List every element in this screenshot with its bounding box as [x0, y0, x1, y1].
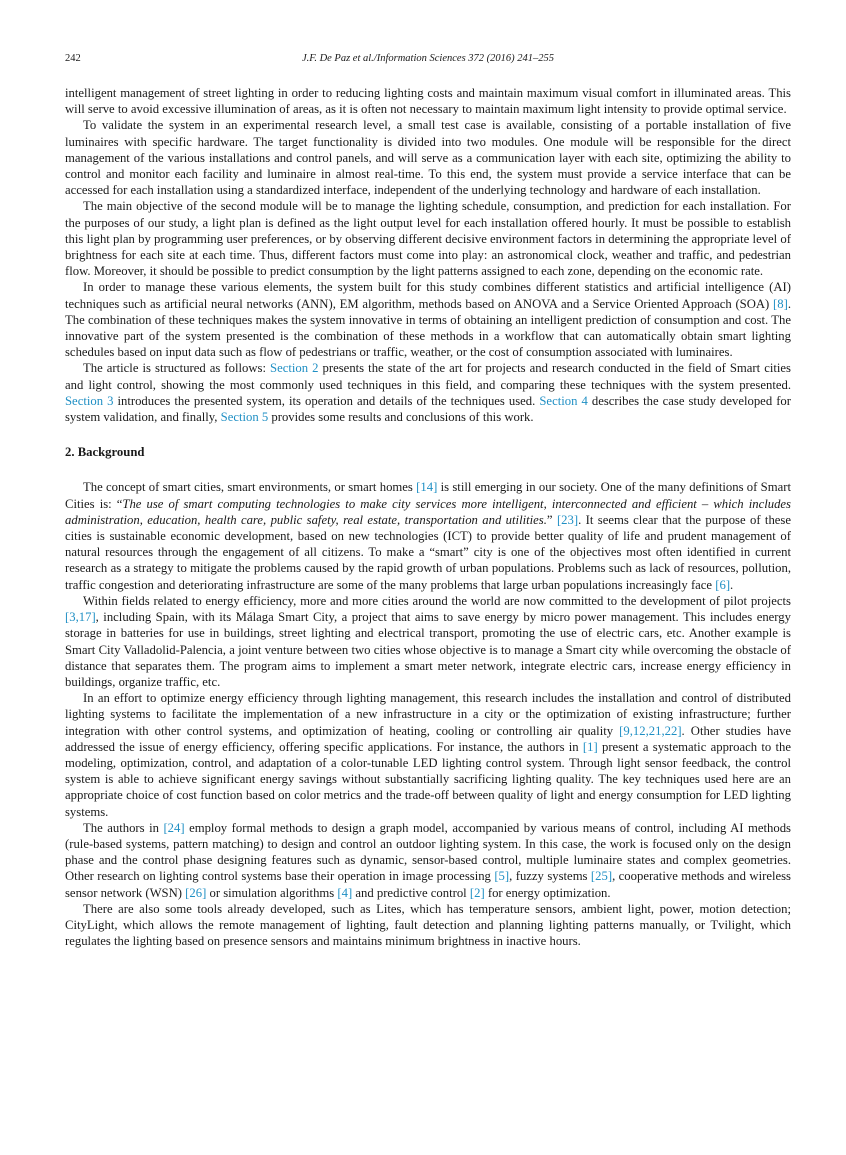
paragraph-9: The authors in [24] employ formal methods to design a graph model, accompanied by various means of control, including AI methods (rule-based systems, pattern matching) to design and control an outdoor lighting system. In this case, the work is focused only on the design phase and the control phase designing features such as dynamic, sensor-based control, multiple luminaire states and complex geometries. Other research on lighting control systems base their operation in image processing [5], fuzzy systems [25], cooperative methods and wireless sensor network (WSN) [26] or simulation algorithms [4] and predictive control [2] for energy optimization. [65, 820, 791, 900]
paragraph-1: intelligent management of street lighting in order to reducing lighting costs and maintain maximum visual comfort in illuminated areas. This will serve to avoid excessive illumination of areas, as it is often not necessary to maintain maximum light intensity to provide optimal service. [65, 86, 791, 117]
section-4-link[interactable]: Section 4 [539, 393, 588, 408]
citation-link[interactable]: [1] [582, 739, 598, 754]
paragraph-4: In order to manage these various elements, the system built for this study combines different statistics and artificial intelligence (AI) techniques such as artificial neural networks (ANN), EM algorithm, methods based on ANOVA and a Service Oriented Approach (SOA) [8]. The combination of these techniques makes the system innovative in terms of obtaining an intelligent prediction of consumption and cost. The innovative part of the system presented is the combination of these methods in a workflow that can automatically obtain smart lighting schedules based on input data such as flow of pedestrians or traffic, weather, or the cost of consumption associated with luminaires. [65, 280, 791, 360]
citation-link[interactable]: [9, [619, 723, 633, 738]
paragraph-5: The article is structured as follows: Section 2 presents the state of the art for projects and research conducted in the field of Smart cities and light control, showing the most commonly used techniques in this field, and comparing these techniques with the system presented. Section 3 introduces the presented system, its operation and details of the techniques used. Section 4 describes the case study developed for system validation, and finally, Section 5 provides some results and conclusions of this work. [65, 361, 791, 425]
section-2-link[interactable]: Section 2 [270, 361, 319, 376]
citation-link[interactable]: [4] [337, 885, 353, 900]
citation-link[interactable]: 12, [632, 723, 649, 738]
article-body [65, 85, 791, 949]
paragraph-8: In an effort to optimize energy efficiency through lighting management, this research includes the installation and control of distributed lighting systems to facilitate the implementation of a new infrastructure in a city or the optimization of existing infrastructure; further integration with other control systems, and optimization of heating, cooling or controlling air quality [9,12,21,22]. Other studies have addressed the issue of energy efficiency, offering specific applications. For instance, the authors in [1] present a systematic approach to the modeling, optimization, control, and adaptation of a color-tunable LED lighting control system. Through light sensor feedback, the control system is able to achieve significant energy savings without substantially sacrificing lighting quality. The key techniques used here are an appropriate choice of cost function based on color metrics and the trade-off between quality of light and energy consumption for LED lighting systems. [65, 691, 791, 819]
paragraph-10: There are also some tools already developed, such as Lites, which has temperature sensors, ambient light, power, motion detection; CityLight, which allows the remote management of lighting, fault detection and planning lighting patterns manually, or Tvilight, which regulates the lighting based on presence sensors and maintains minimum brightness in inactive hours. [65, 901, 791, 949]
citation-link[interactable]: [24] [163, 820, 185, 835]
section-heading: 2. Background [65, 445, 145, 460]
citation-link[interactable]: [8] [773, 296, 788, 311]
citation-link[interactable]: 22] [664, 723, 682, 738]
citation-link[interactable]: [3, [65, 610, 79, 625]
running-header [65, 53, 791, 69]
journal-citation: J.F. De Paz et al./Information Sciences 372 (2016) 241–255 [301, 53, 555, 64]
paragraph-6: The concept of smart cities, smart environments, or smart homes [14] is still emerging in our society. One of the many definitions of Smart Cities is: “The use of smart computing technologies to make city services more intelligent, interconnected and efficient – which includes administration, education, health care, public safety, real estate, transportation and utilities.” [23]. It seems clear that the purpose of these cities is sustainable economic development, based on new technologies (ICT) to provide better quality of life and prudent management of natural resources through the engagement of all citizens. To make a “smart” city is one of the objectives most often identified in current research as a strategy to mitigate the problems caused by the rapid growth of urban populations. Problems such as lack of resources, pollution, traffic congestion and deteriorating infrastructure are some of the many problems that large urban populations increasingly face [6]. [65, 480, 791, 592]
citation-link[interactable]: [6] [715, 577, 731, 592]
citation-link[interactable]: 21, [648, 723, 665, 738]
citation-link[interactable]: [5] [494, 869, 510, 884]
section-3-link[interactable]: Section 3 [65, 393, 114, 408]
citation-link[interactable]: [23] [556, 512, 579, 527]
paragraph-3: The main objective of the second module will be to manage the lighting schedule, consumption, and prediction for each installation. For the purposes of our study, a light plan is defined as the light output level for each installation offered hourly. It must be possible to establish this light plan by programming user preferences, or by observing different decisive environment factors in determining the appropriate level of brightness for each site at each time. Thus, different factors must come into play: an astronomical clock, weather and traffic, and pedestrian flow. Moreover, it should be possible to predict consumption by the light patterns assigned to each zone, depending on the economic rate. [65, 199, 791, 279]
citation-link[interactable]: [25] [590, 869, 613, 884]
citation-link[interactable]: [14] [416, 480, 438, 495]
citation-link[interactable]: 17] [78, 610, 96, 625]
paragraph-7: Within fields related to energy efficiency, more and more cities around the world are now committed to the development of pilot projects [3,17], including Spain, with its Málaga Smart City, a project that aims to save energy by micro power management. This includes energy storage in batteries for use in buildings, street lighting and electrical transport, promoting the use of electric cars, etc. Another example is Smart City Valladolid-Palencia, a joint venture between two cities whose objective is to manage a Smart city while overcoming the obstacle of distance that separates them. The program aims to implement a smart meter network, integrate electric cars, increase energy efficiency in buildings, organize traffic, etc. [65, 593, 791, 689]
page-number: 242 [65, 53, 81, 64]
paragraph-2: To validate the system in an experimental research level, a small test case is available, consisting of a portable installation of five luminaires with specific hardware. The target functionality is divided into two modules. One module will be responsible for the direct management of the various installations and control panels, and will serve as a communication layer with each site, optimizing the ability to control and monitor each facility and luminaire in almost real-time. To this end, the system must provide a service interface that can be accessed for each installation using a standardized interface, independent of the underlying technology and hardware of each installation. [65, 118, 791, 198]
section-5-link[interactable]: Section 5 [220, 410, 269, 425]
citation-link[interactable]: [2] [469, 885, 485, 900]
smart-cities-definition-quote: The use of smart computing technologies to make city services more intelligent, interconnected and efficient – which includes administration, education, health care, public safety, real estate, transportation and utilities. [65, 496, 791, 527]
citation-link[interactable]: [26] [185, 885, 207, 900]
